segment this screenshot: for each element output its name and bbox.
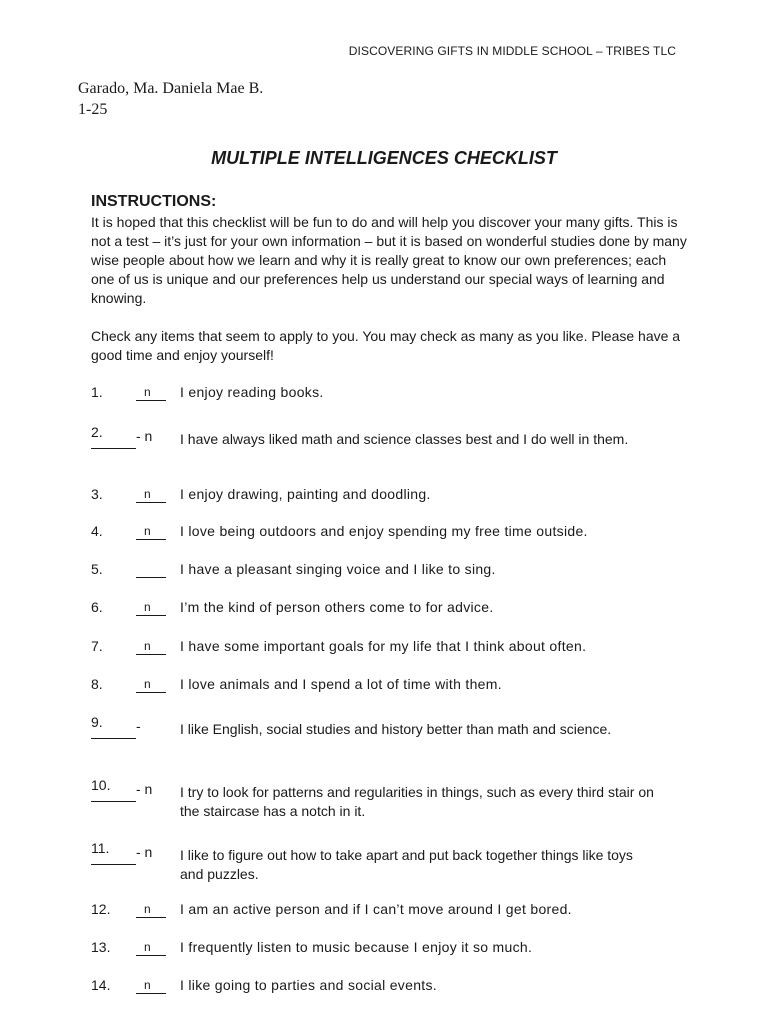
check-blank[interactable] xyxy=(136,599,166,616)
item-text: I try to look for patterns and regularities in things, such as every third stair on the staircase has a notch in it. xyxy=(180,784,654,819)
item-number: 11. xyxy=(91,840,110,856)
check-mark: n xyxy=(144,902,151,916)
instructions-check-paragraph: Check any items that seem to apply to you. You may check as many as you like. Please have a good time and enjoy yourself! xyxy=(91,328,681,363)
item-text: I have some important goals for my life that I think about often. xyxy=(180,638,587,654)
check-blank[interactable] xyxy=(136,901,166,918)
check-blank[interactable] xyxy=(91,738,136,739)
check-mark: n xyxy=(144,385,151,399)
item-text: I like to figure out how to take apart and put back together things like toys and puzzles. xyxy=(180,847,633,882)
item-number: 2. xyxy=(91,424,103,440)
check-mark: - n xyxy=(136,844,153,860)
item-text: I have always liked math and science classes best and I do well in them. xyxy=(180,431,629,447)
item-number: 10. xyxy=(91,777,111,793)
item-number: 1. xyxy=(91,384,103,400)
check-blank[interactable] xyxy=(91,801,136,802)
item-number: 5. xyxy=(91,561,103,577)
document-header: DISCOVERING GIFTS IN MIDDLE SCHOOL – TRIBES TLC xyxy=(348,44,676,58)
check-mark: n xyxy=(144,524,151,538)
check-mark: n xyxy=(144,600,151,614)
check-mark: n xyxy=(144,487,151,501)
check-blank[interactable] xyxy=(136,523,166,540)
instructions-heading: INSTRUCTIONS: xyxy=(91,193,217,210)
check-mark: n xyxy=(144,978,151,992)
item-text: I’m the kind of person others come to for advice. xyxy=(180,599,494,615)
check-blank[interactable] xyxy=(136,676,166,693)
check-blank[interactable] xyxy=(91,448,136,449)
check-mark: - xyxy=(136,718,141,734)
check-blank[interactable] xyxy=(136,561,166,578)
check-mark: - n xyxy=(136,781,153,797)
item-number: 8. xyxy=(91,676,103,692)
student-info xyxy=(78,78,263,120)
check-blank[interactable] xyxy=(136,384,166,401)
check-mark: n xyxy=(144,940,151,954)
item-number: 3. xyxy=(91,486,103,502)
instructions-paragraph: It is hoped that this checklist will be fun to do and will help you discover your many gifts. This is not a test – it’s just for your own information – but it is based on wonderful studies done by many wise people about how we learn and why it is really great to know our own preferences; each one of us is unique and our preferences help us understand our special ways of learning and knowing. xyxy=(91,214,687,306)
item-number: 14. xyxy=(91,977,111,993)
item-number: 13. xyxy=(91,939,111,955)
check-blank[interactable] xyxy=(91,864,136,865)
item-text: I like going to parties and social events. xyxy=(180,977,437,993)
item-number: 6. xyxy=(91,599,103,615)
page-title: MULTIPLE INTELLIGENCES CHECKLIST xyxy=(211,148,557,168)
check-blank[interactable] xyxy=(136,486,166,503)
check-blank[interactable] xyxy=(136,939,166,956)
item-text: I enjoy reading books. xyxy=(180,384,324,400)
student-id: 1-25 xyxy=(78,101,108,118)
item-text: I love being outdoors and enjoy spending my free time outside. xyxy=(180,523,588,539)
check-mark: n xyxy=(144,677,151,691)
item-number: 9. xyxy=(91,714,103,730)
check-blank[interactable] xyxy=(136,638,166,655)
item-text: I love animals and I spend a lot of time with them. xyxy=(180,676,502,692)
check-blank[interactable] xyxy=(136,977,166,994)
item-text: I am an active person and if I can’t move around I get bored. xyxy=(180,901,572,917)
item-text: I enjoy drawing, painting and doodling. xyxy=(180,486,431,502)
check-mark: - n xyxy=(136,428,153,444)
item-number: 12. xyxy=(91,901,111,917)
check-mark: n xyxy=(144,639,151,653)
student-name: Garado, Ma. Daniela Mae B. xyxy=(78,80,264,97)
item-text: I like English, social studies and history better than math and science. xyxy=(180,721,612,737)
item-text: I have a pleasant singing voice and I like to sing. xyxy=(180,561,496,577)
item-number: 4. xyxy=(91,523,103,539)
item-number: 7. xyxy=(91,638,103,654)
item-text: I frequently listen to music because I enjoy it so much. xyxy=(180,939,533,955)
